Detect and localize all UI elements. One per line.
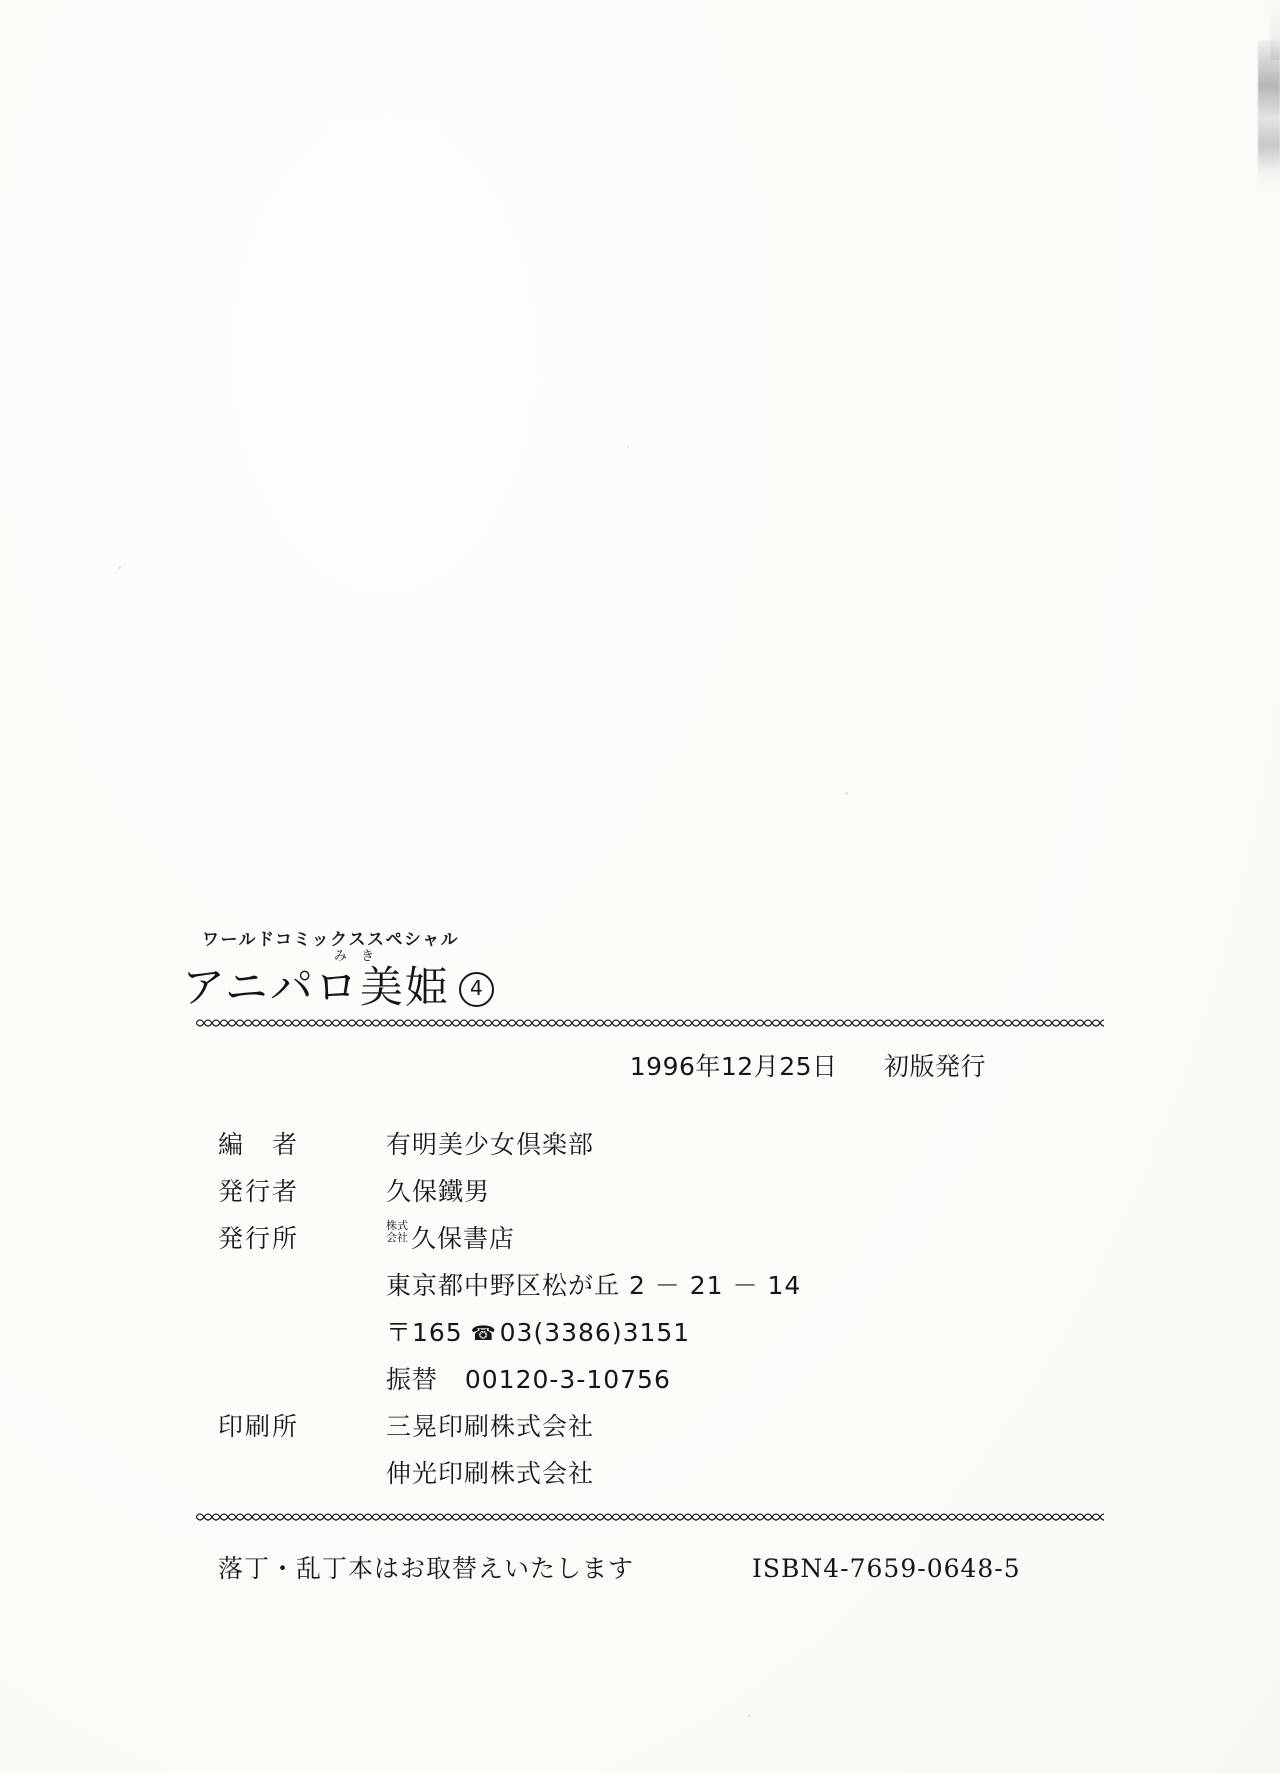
volume-number: 4 [459,972,494,1007]
title-row [182,949,1104,1013]
furikae-account [386,1360,671,1396]
imprint-list [218,1125,1104,1490]
printer-name-2: 伸光印刷株式会社 [386,1459,595,1488]
imprint-value-editor: 有明美少女倶楽部 [386,1130,595,1159]
series-label: ワールドコミックススペシャル [202,930,460,950]
telephone-icon: ☎ [470,1321,497,1345]
edition-label: 初版発行 [883,1052,986,1081]
imprint-label-editor: 編 者 [218,1130,300,1159]
imprint-row-printer-2 [386,1454,1104,1490]
imprint-label-publisher: 発行所 [218,1224,300,1253]
phone-number: 03(3386)3151 [499,1318,691,1347]
imprint-value-publisher [386,1219,515,1255]
replacement-notice: 落丁・乱丁本はお取替えいたします [218,1554,635,1583]
imprint-label-printer: 印刷所 [218,1412,300,1441]
imprint-row-publisher [218,1219,1104,1255]
publisher-contact [386,1313,690,1349]
footer-row [196,1549,1104,1585]
imprint-row-contact [386,1313,1104,1349]
imprint-row-printer [218,1407,1104,1443]
imprint-label-publisher-person: 発行者 [218,1177,300,1206]
imprint-value-publisher-person: 久保鐵男 [386,1177,491,1206]
paper-speck [845,792,848,795]
imprint-row-editor [218,1125,1104,1161]
scan-edge-artifact-top [1270,0,1280,60]
decorative-wave-rule-bottom [196,1510,1104,1523]
imprint-row-publisher-person [218,1172,1104,1208]
printer-name-1: 三晃印刷株式会社 [386,1412,595,1441]
paper-speck [627,446,629,448]
isbn: ISBN4-7659-0648-5 [752,1554,1021,1583]
publisher-name: 久保書店 [411,1224,516,1253]
postal-code: 〒165 [386,1318,463,1347]
publication-date: 1996年12月25日 [629,1052,838,1081]
scan-edge-artifact [1258,40,1280,190]
furikae-number: 00120-3-10756 [464,1365,671,1394]
furikae-label: 振替 [386,1365,439,1394]
paper-speck [748,1714,751,1717]
book-title-text: アニパロ美姫 [182,963,450,1013]
book-title [182,949,450,1013]
colophon-block [182,925,1104,1585]
paper-speck [118,566,121,569]
title-ruby: みき [334,949,389,964]
corporate-form-mark: 株式 会社 [386,1219,408,1244]
imprint-row-address [386,1266,1104,1302]
decorative-wave-rule-top [196,1016,1104,1029]
publisher-address: 東京都中野区松が丘 2 － 21 － 14 [386,1271,802,1300]
publication-date-row [196,1047,1104,1083]
imprint-row-furikae [386,1360,1104,1396]
